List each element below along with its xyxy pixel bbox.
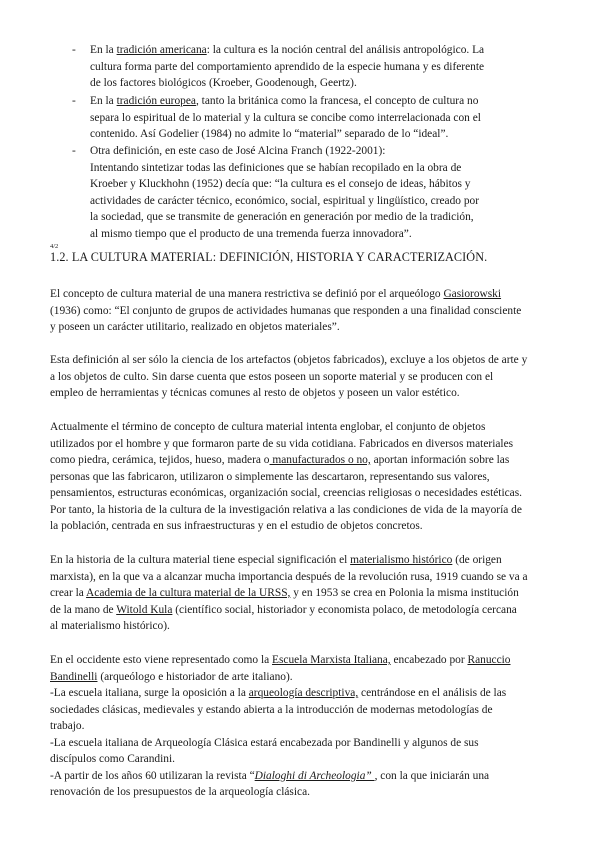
- page-number: 4/2: [50, 243, 59, 250]
- paragraph: Esta definición al ser sólo la ciencia de los artefactos (objetos fabricados), excluye a los objetos de arte y a los objetos de culto. Sin darse cuenta que estos poseen un soporte material y se producen con el empleo de herramientas y técnicas comunes al resto de objetos y poseen un valor estético.: [50, 354, 528, 399]
- paragraph: En la historia de la cultura material tiene especial significación el materialismo histórico (de origen marxista), en la que va a alcanzar mucha importancia después de la revolución rusa, 1919 cuando se va a crear la Academia de la cultura material de la URSS, y en 1953 se crea en Polonia la misma institución de la mano de Witold Kula (científico social, historiador y economista polaco, de metodología cercana al materialismo histórico).: [50, 554, 528, 632]
- link-materialismo-historico[interactable]: materialismo histórico: [350, 554, 453, 566]
- section-heading: 1.2. LA CULTURA MATERIAL: DEFINICIÓN, HISTORIA Y CARACTERIZACIÓN.: [50, 250, 488, 264]
- link-academia-urss[interactable]: Academia de la cultura material de la URSS,: [86, 587, 291, 599]
- link-dialoghi[interactable]: Dialoghi di Archeologia”: [254, 769, 375, 782]
- link-witold-kula[interactable]: Witold Kula: [116, 603, 173, 616]
- bullet-item: - En la tradición americana: la cultura es la noción central del análisis antropológico. La cultura forma parte del comportamiento aprendido de la especie humana y es diferente de los factores biológicos (Kroeber, Goodenough, Geertz).: [72, 44, 485, 89]
- bullet-dash: -: [72, 145, 76, 157]
- bullet-item: - Otra definición, en este caso de José Alcina Franch (1922-2001): Intentando sintetizar todas las definiciones que se habían recopilado en la obra de Kroeber y Kluckhohn (1952) decía que: “la cultura es el consejo de ideas, hábitos y actividades de carácter técnico, económico, social, espiritual y lingüístico, creado por la sociedad, que se transmite de generación en generación por medio de la tradición, al mismo tiempo que el producto de una tremenda fuerza innovadora”.: [72, 145, 480, 240]
- link-gasiorowski[interactable]: Gasiorowski: [443, 288, 502, 300]
- link-ranuccio[interactable]: Ranuccio: [467, 654, 511, 666]
- bullet-item: - En la tradición europea, tanto la británica como la francesa, el concepto de cultura no separa lo espiritual de lo material y la cultura se concibe como interrelacionada con el contenido. Así Godelier (1984) no admite lo “material” separado de lo “ideal”.: [72, 95, 481, 140]
- paragraph: Actualmente el término de concepto de cultura material intenta englobar, el conjunto de objetos utilizados por el hombre y que formaron parte de su vida cotidiana. Fabricados en diversos materiales como piedra, cerámica, tejidos, hueso, madera o manufacturados o no, aportan información sobre las personas que las fabricaron, utilizaron o simplemente las descartaron, representando sus valores, pensamientos, estructuras económicas, organización social, creencias religiosas o necesidades estéticas. Por tanto, la historia de la cultura de la investigación relativa a las condiciones de vida de la mayoría de la población, centrada en sus infraestructuras y en el estudio de objetos concretos.: [50, 421, 523, 532]
- bullet-dash: -: [72, 44, 76, 56]
- link-tradicion-europea[interactable]: tradición europea: [116, 95, 196, 107]
- link-escuela-marxista[interactable]: Escuela Marxista Italiana,: [272, 654, 391, 666]
- link-manufacturados[interactable]: manufacturados o no,: [269, 454, 371, 466]
- link-bandinelli[interactable]: Bandinelli: [50, 670, 98, 683]
- bullet-dash: -: [72, 95, 76, 107]
- link-arqueologia-descriptiva[interactable]: arqueología descriptiva,: [248, 687, 359, 699]
- paragraph: El concepto de cultura material de una manera restrictiva se definió por el arqueólogo Gasiorowski (1936) como: “El conjunto de grupos de actividades humanas que responden a una finalidad consciente y poseen un carácter utilitario, realizado en objetos materiales”.: [50, 288, 522, 333]
- paragraph: En el occidente esto viene representado como la Escuela Marxista Italiana, encabezado por Ranuccio Bandinelli (arqueólogo e historiador de arte italiano). -La escuela italiana, surge la oposición a la arqueología descriptiva, centrándose en el análisis de las sociedades clásicas, medievales y estando abierta a la introducción de modernas metodologías de trabajo. -La escuela italiana de Arqueología Clásica estará encabezada por Bandinelli y algunos de sus discípulos como Carandini. -A partir de los años 60 utilizaran la revista “Dialoghi di Archeologia” , con la que iniciarán una renovación de los presupuestos de la arqueología clásica.: [50, 654, 511, 798]
- link-tradicion-americana[interactable]: tradición americana: [116, 44, 207, 56]
